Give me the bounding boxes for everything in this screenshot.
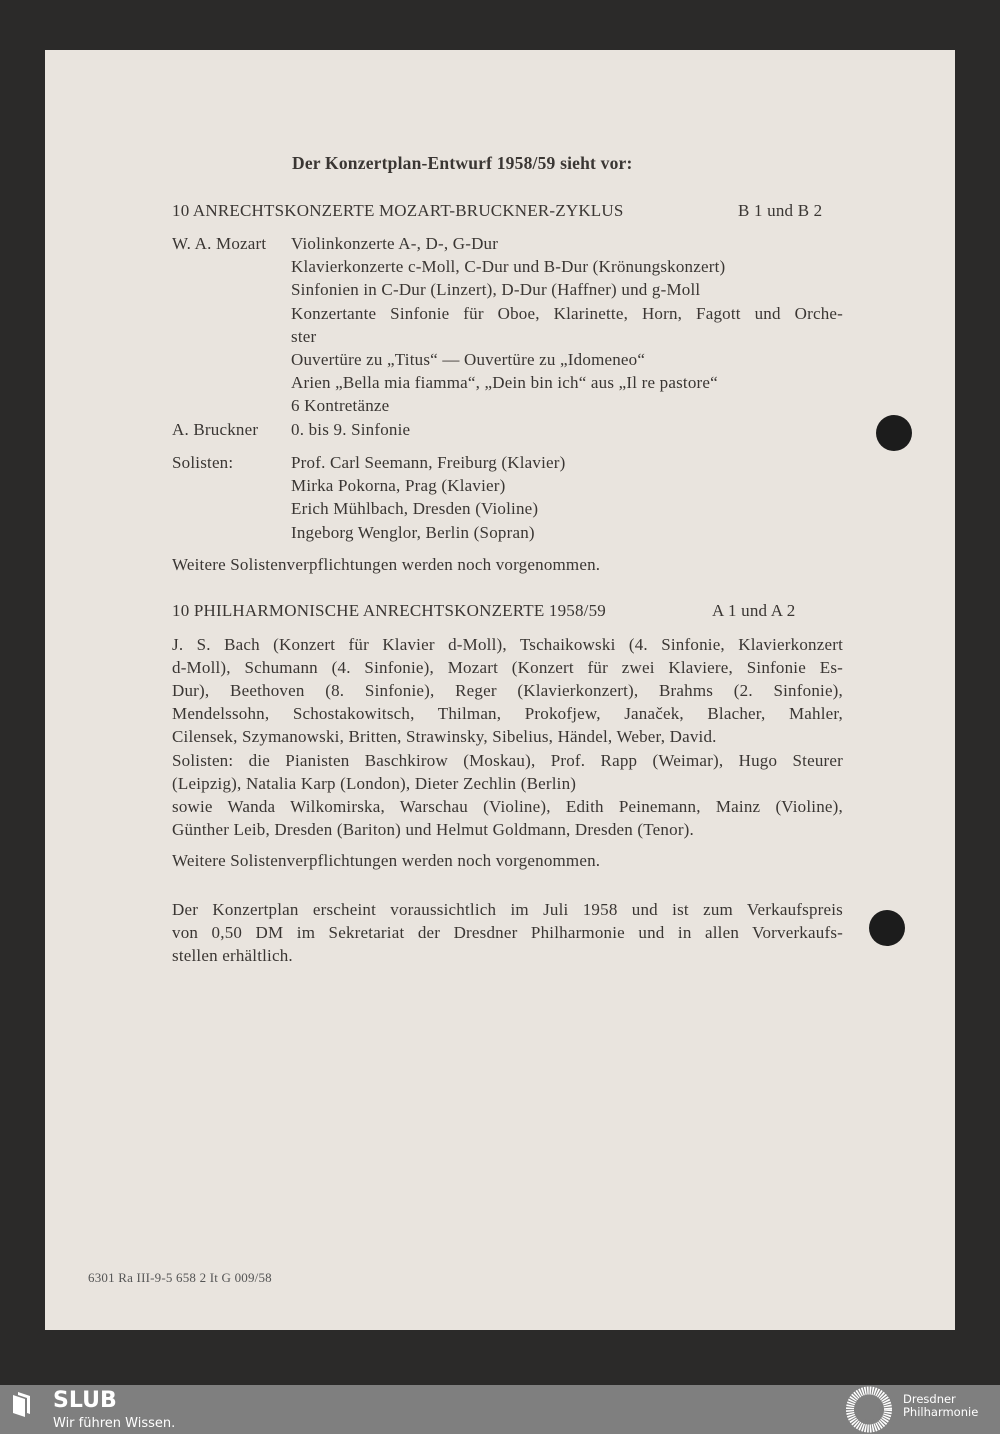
paragraph-line: stellen erhältlich. [172,946,293,965]
section2-note: Weitere Solistenverpflichtungen werden noch vorgenommen. [172,851,601,870]
paragraph-line: d-Moll), Schumann (4. Sinfonie), Mozart (Konzert für zwei Klaviere, Sinfonie Es- [172,658,843,678]
punch-hole [869,910,905,946]
paragraph-line: Cilensek, Szymanowski, Britten, Strawinsky, Sibelius, Händel, Weber, David. [172,727,717,747]
slub-book-icon [10,1391,42,1417]
row-line: ster [291,326,317,346]
partner-name[interactable] [903,1393,978,1419]
philharmonie-logo-icon [842,1385,896,1434]
row-line: 6 Kontretänze [291,396,390,416]
paragraph-line: sowie Wanda Wilkomirska, Warschau (Violine), Edith Peinemann, Mainz (Violine), [172,796,843,816]
section2-title-suffix: A 1 und A 2 [712,601,796,620]
row-line: Mirka Pokorna, Prag (Klavier) [291,476,506,496]
row-line: Erich Mühlbach, Dresden (Violine) [291,499,539,519]
print-code: 6301 Ra III-9-5 658 2 It G 009/58 [88,1270,272,1285]
row-label: W. A. Mozart [172,234,267,253]
row-line: Ouvertüre zu „Titus“ — Ouvertüre zu „Idomeneo“ [291,350,646,369]
paragraph-line: (Leipzig), Natalia Karp (London), Dieter Zechlin (Berlin) [172,773,577,793]
row-line: Konzertante Sinfonie für Oboe, Klarinette, Horn, Fagott und Orche- [291,303,843,323]
paragraph-line: Der Konzertplan erscheint voraussichtlich im Juli 1958 und ist zum Verkaufspreis [172,900,843,919]
paragraph-line: von 0,50 DM im Sekretariat der Dresdner Philharmonie und in allen Vorverkaufs- [172,923,843,942]
paragraph-line: Solisten: die Pianisten Baschkirow (Moskau), Prof. Rapp (Weimar), Hugo Steurer [172,750,843,770]
row-line: Violinkonzerte A-, D-, G-Dur [291,234,499,253]
section2-title: 10 PHILHARMONISCHE ANRECHTSKONZERTE 1958/59 [172,601,607,620]
slub-tagline: Wir führen Wissen. [53,1416,176,1431]
page-heading: Der Konzertplan-Entwurf 1958/59 sieht vor: [292,153,633,173]
paragraph-line: Günther Leib, Dresden (Bariton) und Helmut Goldmann, Dresden (Tenor). [172,819,694,839]
section1-title-suffix: B 1 und B 2 [738,201,823,220]
paragraph-line: J. S. Bach (Konzert für Klavier d-Moll), Tschaikowski (4. Sinfonie, Klavierkonzert [172,635,843,654]
slub-logo-text[interactable]: SLUB [53,1388,117,1413]
section1-note: Weitere Solistenverpflichtungen werden noch vorgenommen. [172,555,601,574]
punch-hole [876,415,912,451]
row-line: Arien „Bella mia fiamma“, „Dein bin ich“ aus „Il re pastore“ [291,373,718,393]
partner-line2: Philharmonie [903,1405,979,1419]
footer-bar [0,1385,1000,1434]
paragraph-line: Dur), Beethoven (8. Sinfonie), Reger (Klavierkonzert), Brahms (2. Sinfonie), [172,681,843,701]
row-line: Klavierkonzerte c-Moll, C-Dur und B-Dur (Krönungskonzert) [291,257,726,277]
section1-title: 10 ANRECHTSKONZERTE MOZART-BRUCKNER-ZYKLUS [172,201,624,220]
row-line: Sinfonien in C-Dur (Linzert), D-Dur (Haffner) und g-Moll [291,280,701,300]
paragraph-line: Mendelssohn, Schostakowitsch, Thilman, Prokofjew, Janaček, Blacher, Mahler, [172,704,843,724]
row-line: Prof. Carl Seemann, Freiburg (Klavier) [291,453,566,472]
row-label: A. Bruckner [172,420,259,439]
row-line: 0. bis 9. Sinfonie [291,420,411,439]
row-line: Ingeborg Wenglor, Berlin (Sopran) [291,522,535,542]
partner-line1: Dresdner [903,1392,956,1406]
row-label: Solisten: [172,453,234,472]
